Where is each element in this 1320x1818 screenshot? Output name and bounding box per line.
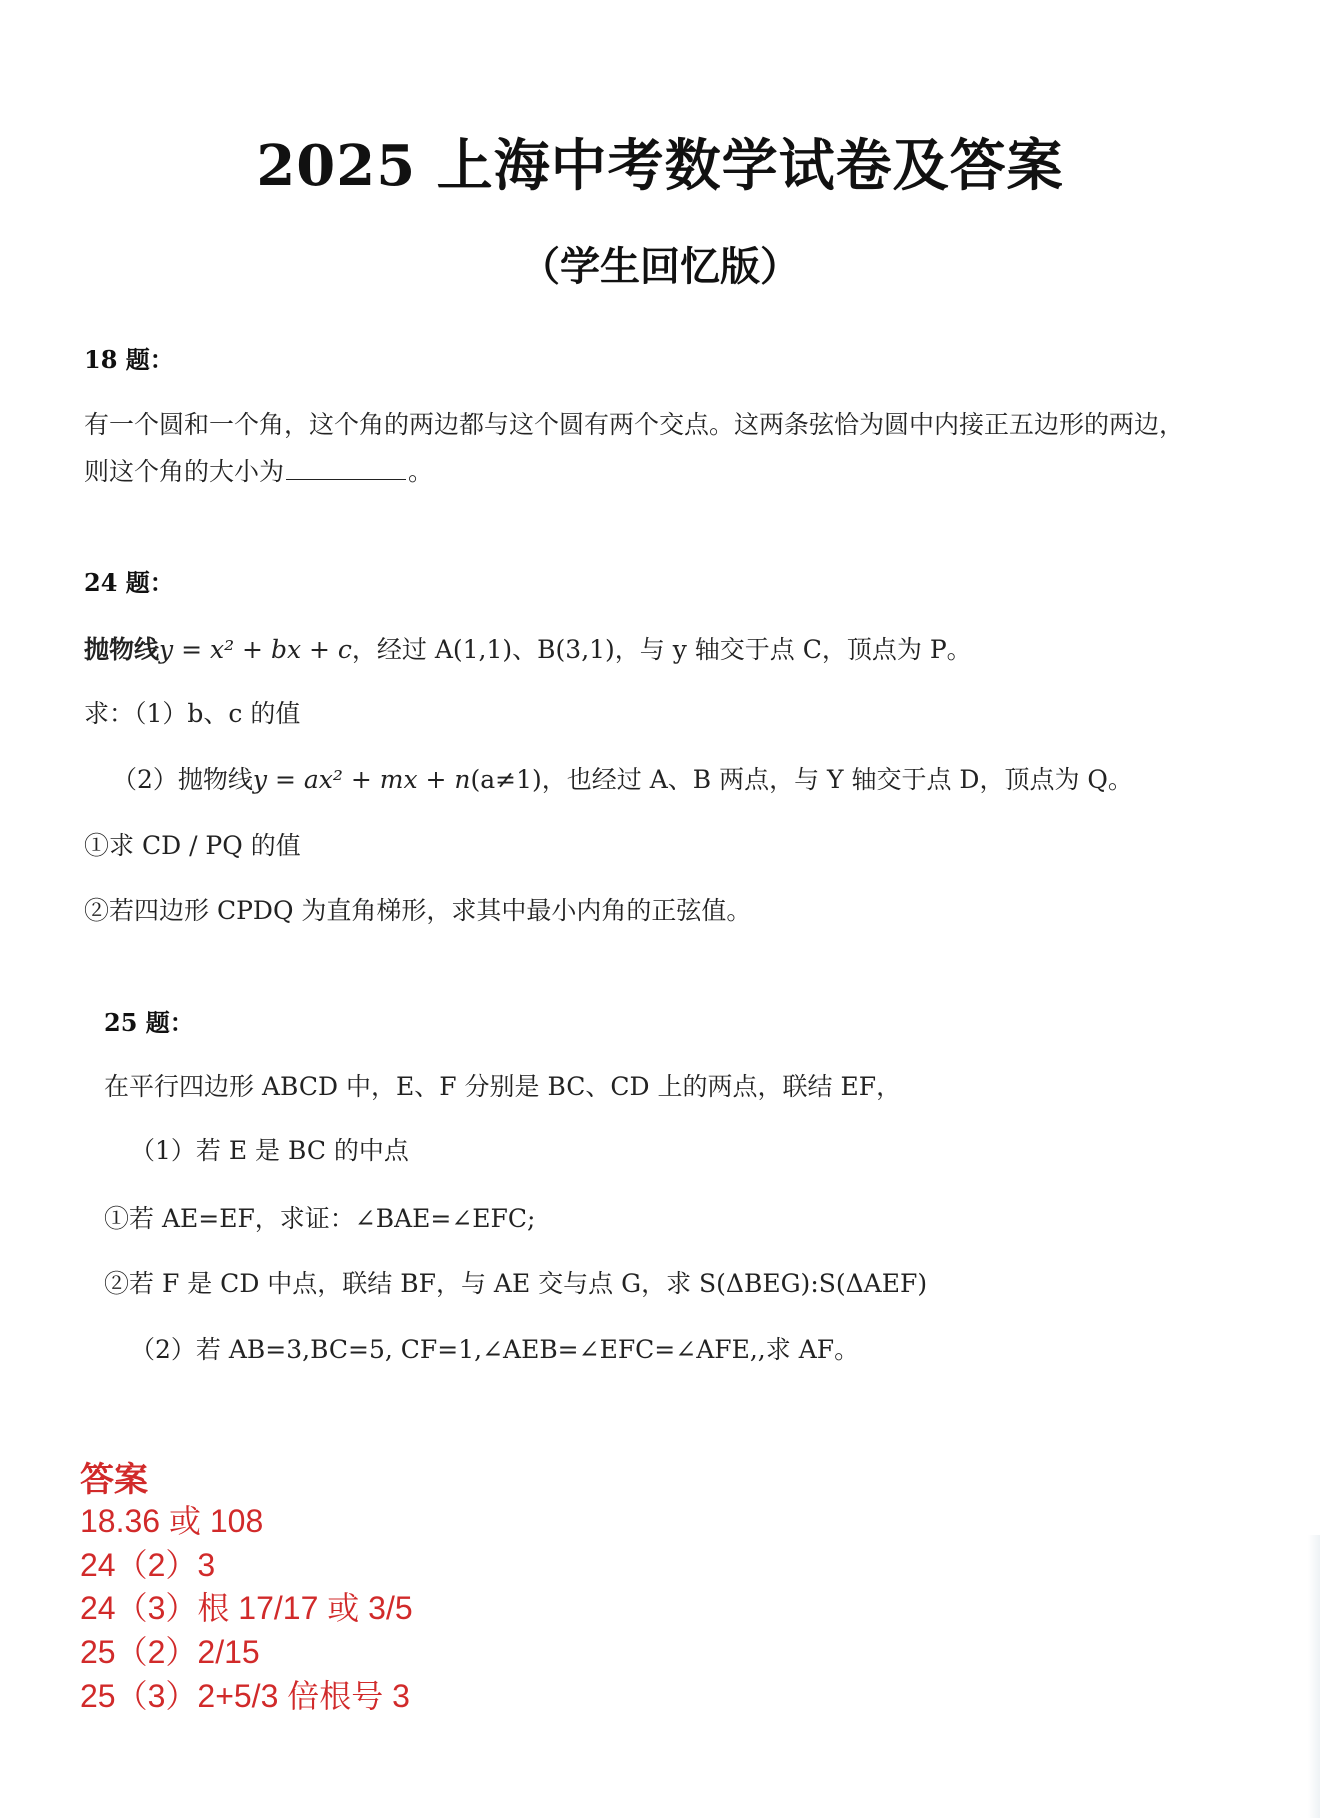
q24-line2: 求：（1）b、c 的值 bbox=[84, 699, 301, 728]
q24-line3-prefix: （2）抛物线 bbox=[112, 765, 253, 794]
q24-heading: 24 题： bbox=[84, 568, 174, 597]
q25-line5: （2）若 AB=3,BC=5, CF=1,∠AEB=∠EFC=∠AFE,,求 AF。 bbox=[130, 1335, 860, 1364]
q25-line3: ①若 AE=EF，求证：∠BAE=∠EFC; bbox=[104, 1204, 536, 1233]
q24-parabola-label: 抛物线 bbox=[84, 635, 160, 664]
q24-line3 bbox=[112, 760, 1133, 796]
answer-item: 24（3）根 17/17 或 3/5 bbox=[80, 1590, 413, 1626]
q24-formula-2: y = ax² + mx + n bbox=[252, 765, 471, 794]
q24-formula-1: y = x² + bx + c bbox=[159, 635, 352, 664]
q24-line1 bbox=[84, 630, 972, 666]
q18-heading: 18 题： bbox=[84, 345, 174, 374]
page-title: 2025 上海中考数学试卷及答案 bbox=[256, 133, 1064, 199]
q25-line4: ②若 F 是 CD 中点，联结 BF，与 AE 交与点 G，求 S(ΔBEG):S(ΔAEF) bbox=[104, 1269, 928, 1298]
q25-heading: 25 题： bbox=[104, 1008, 194, 1037]
q18-line2 bbox=[84, 452, 433, 488]
answer-item: 25（2）2/15 bbox=[80, 1634, 260, 1670]
answer-blank bbox=[286, 478, 406, 480]
answer-item: 24（2）3 bbox=[80, 1547, 216, 1583]
q18-line2-suffix: 。 bbox=[408, 457, 434, 486]
answers-title: 答案 bbox=[80, 1461, 148, 1499]
page-edge-shadow bbox=[1308, 1535, 1320, 1818]
q25-line2: （1）若 E 是 BC 的中点 bbox=[130, 1136, 409, 1165]
answer-item: 18.36 或 108 bbox=[80, 1503, 264, 1539]
answer-item: 25（3）2+5/3 倍根号 3 bbox=[80, 1678, 410, 1714]
q24-line3-rest: (a≠1)，也经过 A、B 两点，与 Y 轴交于点 D，顶点为 Q。 bbox=[470, 765, 1133, 794]
q24-line5: ②若四边形 CPDQ 为直角梯形，求其中最小内角的正弦值。 bbox=[84, 896, 752, 925]
page-subtitle: （学生回忆版） bbox=[520, 243, 800, 290]
q24-line4: ①求 CD / PQ 的值 bbox=[84, 831, 301, 860]
q24-line1-rest: ，经过 A(1,1)、B(3,1)，与 y 轴交于点 C，顶点为 P。 bbox=[351, 635, 972, 664]
q18-line1: 有一个圆和一个角，这个角的两边都与这个圆有两个交点。这两条弦恰为圆中内接正五边形的两边， bbox=[84, 410, 1185, 439]
q18-line2-prefix: 则这个角的大小为 bbox=[84, 457, 285, 486]
q25-line1: 在平行四边形 ABCD 中，E、F 分别是 BC、CD 上的两点，联结 EF， bbox=[104, 1072, 902, 1101]
